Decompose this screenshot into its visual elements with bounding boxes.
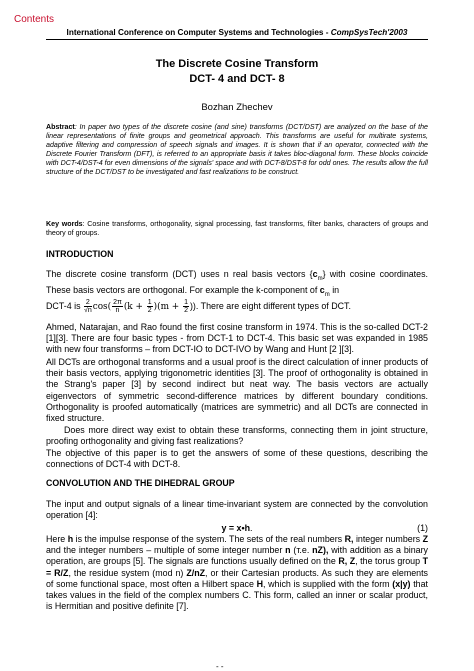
text-run: , the torus group (355, 556, 423, 567)
text-run: that takes values in the field of the complex numbers C. This form, called an inner or scalar product, is Hermitian and positive definite [7]. (46, 578, 428, 612)
frac-half-num: 1 (147, 299, 152, 307)
text-run: and the integer numbers – multiple of some integer number (46, 545, 286, 556)
intro-paragraph-2: Ahmed, Natarajan, and Rao found the first cosine transform in 1974. This is the so-called DCT-2 [1][3]. There are four basic types - from DCT-1 to DCT-4. This basic set was expanded in 1985 with new four transforms – from DCT-IO to DCT-IVO by Wang and Hunt [2 ][3]. (46, 322, 428, 355)
vector-c-subscript-2: m (324, 291, 330, 298)
bold-term: T = R/Z (46, 556, 428, 578)
formula-close: )). There are eight different types of DCT. (189, 301, 351, 311)
bold-term: Z/nZ (186, 567, 206, 578)
frac-den: √n (83, 307, 92, 315)
equation-body: y = x•h (221, 523, 251, 533)
text-run: (т.е. (290, 545, 313, 556)
frac-num: 2 (85, 299, 90, 307)
intro-p1-end: in (329, 284, 340, 295)
fraction-half-1 (147, 299, 153, 314)
vector-c: c (312, 269, 318, 279)
bold-term: n (285, 545, 291, 556)
conference-short: CompSysTech'2003 (330, 28, 408, 37)
frac-den-n: n (115, 307, 120, 315)
bold-term: H (256, 578, 263, 589)
convolution-paragraph-1: The input and output signals of a linear time-invariant system are connected by the convolution operation [4]: (46, 499, 428, 521)
author: Bozhan Zhechev (201, 102, 273, 113)
bold-term: nZ), (312, 545, 329, 556)
text-run: is the impulse response of the system. The sets of the real numbers (73, 534, 345, 544)
bold-term: R, (344, 534, 354, 544)
bold-term: Z (422, 534, 428, 544)
keywords (46, 220, 428, 238)
intro-paragraph-3: All DCTs are orthogonal transforms and a usual proof is the direct calculation of inner products of their basis vectors, applying trigonometric identities [3]. The proof of orthogonality is obtained in the Strang's paper [3] by second indirect but neat way. The basis vectors are actually eigenvectors of symmetric second-difference matrices by different boundary conditions. Orthogonality is proofed automatically (matrices are symmetric) and all DCTs are connected in fixed structure. (46, 357, 428, 424)
frac-half-num-2: 1 (184, 299, 188, 307)
text-run: with addition as a binary operation, are groups [5]. The signals are functions usually defined on the (46, 545, 428, 567)
intro-paragraph-1 (46, 269, 428, 301)
equation-dot: . (250, 523, 253, 533)
abstract (46, 123, 428, 176)
formula-k: (k + (123, 302, 146, 312)
formula-prefix: DCT-4 is (46, 301, 81, 311)
frac-num-2pi: 2π (113, 299, 122, 307)
text-run: , or their Cartesian products. As such they are elements of some functional space, most often a Hilbert space (46, 567, 428, 589)
formula-m: )(m + (153, 302, 183, 312)
fraction-2-sqrtn (84, 299, 92, 314)
formula-cos: cos( (92, 302, 112, 312)
paper-title-line2: DCT- 4 and DCT- 8 (189, 73, 285, 85)
intro-p1-a: The discrete cosine transform (DCT) uses n real basis vectors { (46, 269, 313, 279)
fraction-2pi-n (112, 299, 123, 314)
vector-c-2: c (319, 284, 325, 295)
fraction-half-2 (183, 299, 189, 314)
text-run: , which is supplied with the form (263, 578, 393, 589)
text-run: Here (46, 534, 68, 544)
conference-header (46, 28, 428, 40)
equation-1-text (46, 523, 428, 533)
dct4-formula (46, 299, 428, 314)
intro-paragraph-5: The objective of this paper is to get the answers of some of these questions, describing the connections of DCT-4 with DCT-8. (46, 448, 428, 470)
keywords-label: Key words (46, 220, 83, 228)
contents-link[interactable]: Contents (14, 14, 55, 25)
equation-number: (1) (417, 523, 428, 533)
text-run: , the residue system (mod n) (68, 567, 187, 578)
intro-paragraph-4: Does more direct way exist to obtain these transforms, connecting them in joint structure, proofing orthogonality and giving fast realizations? (46, 425, 428, 447)
bold-term: R, Z (338, 556, 356, 567)
keywords-text: : Cosine transforms, orthogonality, signal processing, fast transforms, filter banks, characters of groups and theory of groups. (46, 220, 429, 237)
frac-half-den-2: 2 (184, 307, 188, 315)
intro-p1-b: } with cosine coordinates. These basis vectors are orthogonal. For example the k-component of (46, 269, 428, 295)
section-heading-convolution: CONVOLUTION AND THE DIHEDRAL GROUP (46, 478, 235, 488)
vector-c-subscript: m (317, 275, 323, 282)
section-heading-introduction: INTRODUCTION (46, 249, 114, 259)
bold-term: (x|y) (392, 578, 411, 589)
bold-term: h (67, 534, 74, 544)
convolution-paragraph-2 (46, 534, 428, 612)
page-footer-mark: - - (216, 662, 224, 671)
text-run: integer numbers (353, 534, 423, 544)
abstract-label: Abstract (46, 123, 75, 131)
abstract-text: : In paper two types of the discrete cosine (and sine) transforms (DCT/DST) are analyzed on the base of the linear representations of finite groups and geometrical approach. This transforms are useful for multirate systems, adaptive filtering and compression of speech signals and images. It is shown that if an operator, connected with the Discrete Fourier Transform (DFT), is referred to an appropriate basis it takes bloc-diagonal form. These blocks coincide with DCT-4/DST-4 for even dimensions of the signals' space and with DCT-8/DST-8 for odd ones. The results allow the full structure of the DCT/DST to be investigated and fast realizations to be construct. (46, 123, 428, 176)
conference-name: International Conference on Computer Systems and Technologies - (66, 28, 331, 37)
paper-title-line1: The Discrete Cosine Transform (155, 58, 319, 70)
frac-half-den: 2 (147, 307, 152, 315)
